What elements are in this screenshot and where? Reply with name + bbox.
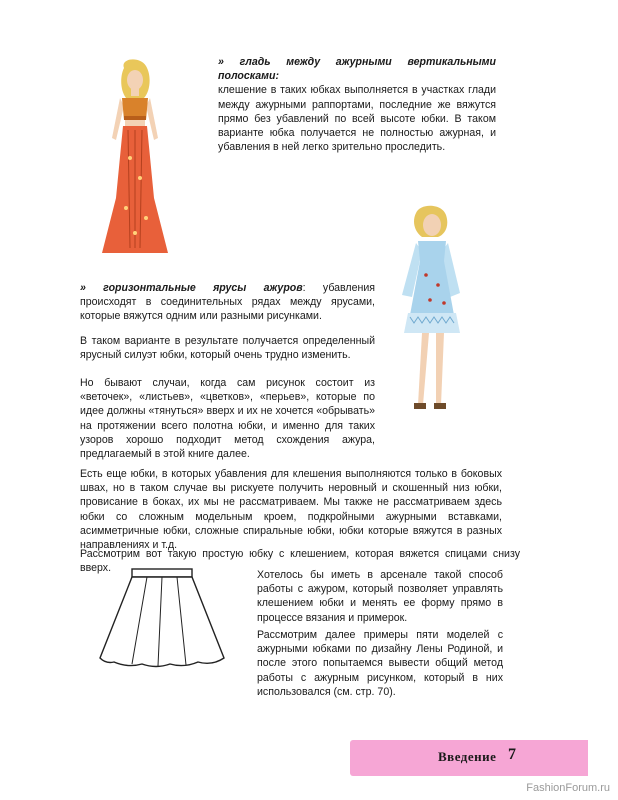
orange-gown-illustration [90,58,180,263]
vertical-section [218,55,496,154]
watermark: FashionForum.ru [526,782,610,794]
blue-dress-illustration [388,205,470,430]
page-number: 7 [508,746,516,763]
horizontal-section [80,281,375,324]
vertical-text: клешение в таких юбках выполняется в участках глади между ажурными раппортами, последние же вяжутся прямо без убавлений по всей высоте юбки. В таком варианте юбка получается не полностью ажурная, и убавления в ней легко зрительно проследить. [218,84,496,154]
horizontal-lead: » горизонтальные ярусы ажуров [80,282,303,294]
footer-section-title: Введение [438,749,497,764]
models-paragraph: Рассмотрим далее примеры пяти моделей с ажурными юбками по дизайну Лены Родиной, и после этого попытаемся вывести общий метод работы с ажурным рисунком, который в них использовался (см. стр. 70). [257,629,503,698]
tiered-paragraph: В таком варианте в результате получается определенный ярусный силуэт юбки, который очень трудно изменить. [80,335,375,362]
motif-paragraph: Но бывают случаи, когда сам рисунок состоит из «веточек», «листьев», «цветков», «перьев», которые по идее должны «тянуться» вверх и их не хочется «обрывать» на протяжении всего полотна юбки, и именно для таких узоров хорошо подходит метод схождения ажура, предлагаемый в этой книге далее. [80,377,375,461]
other-skirts-paragraph: Есть еще юбки, в которых убавления для клешения выполняются только в боковых швах, но в таком случае вы рискуете получить неровный и скошенный низ юбки, провисание в боках, их мы не рассматриваем. Мы также не рассматриваем здесь юбки со сложным модельным кроем, подкройными ажурными вставками, асимметричные юбки, сложные спиральные юбки, юбки которые вяжутся в разных направлениях и т.д. [80,468,502,552]
simple-skirt-paragraph: Рассмотрим вот такую простую юбку с клешением, которая вяжется спицами снизу вверх. [80,548,520,575]
horizontal-text: : убавления происходят в соединительных рядах между ярусами, которые вяжутся одним или разными рисунками. [80,282,375,323]
flared-skirt-diagram [92,566,232,671]
vertical-lead: » гладь между ажурными вертикальными полосками: [218,56,496,83]
arsenal-paragraph: Хотелось бы иметь в арсенале такой способ работы с ажуром, который позволяет управлять клешением юбки и менять ее форму прямо в процессе вязания и примерок. [257,569,503,624]
